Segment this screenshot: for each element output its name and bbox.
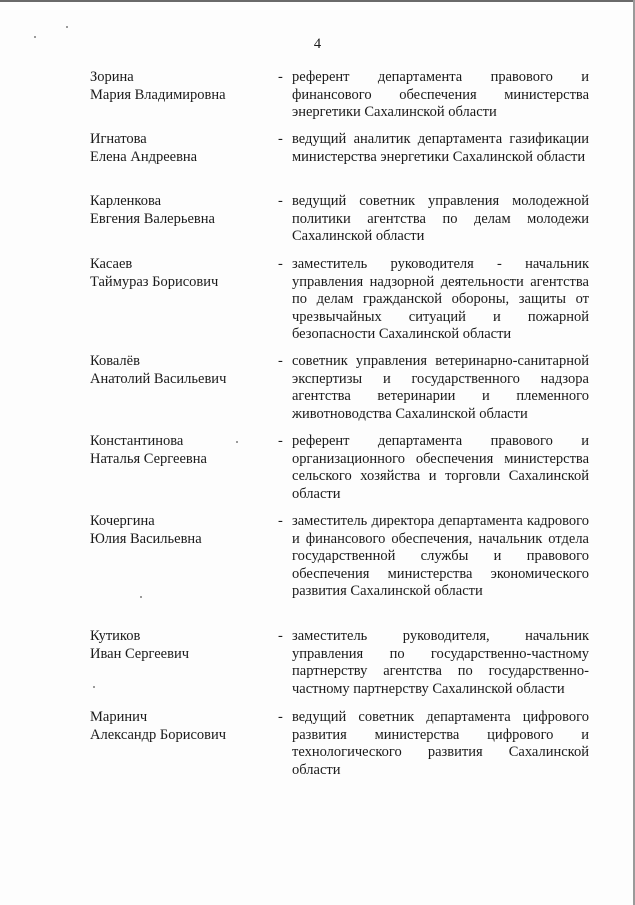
surname: Кутиков bbox=[90, 628, 141, 644]
surname: Кочергина bbox=[90, 513, 155, 529]
separator-dash: - bbox=[278, 353, 283, 369]
separator-dash: - bbox=[278, 628, 283, 644]
position-description: заместитель директора департамента кадрового и финансового обеспечения, начальник отдела государственной службы и правового обеспечения министерства экономического развития Сахалинской области bbox=[292, 513, 589, 600]
surname: Касаев bbox=[90, 256, 133, 272]
position-description: референт департамента правового и финансового обеспечения министерства энергетики Сахалинской области bbox=[292, 69, 589, 121]
separator-dash: - bbox=[278, 193, 283, 209]
person-name bbox=[90, 353, 265, 388]
scan-speck bbox=[66, 26, 68, 28]
page-number: 4 bbox=[313, 36, 322, 52]
position-description: ведущий советник управления молодежной политики агентства по делам молодежи Сахалинской области bbox=[292, 193, 589, 245]
given-names: Александр Борисович bbox=[90, 726, 227, 743]
separator-dash: - bbox=[278, 433, 283, 449]
position-description: ведущий аналитик департамента газификации министерства энергетики Сахалинской области bbox=[292, 131, 589, 165]
person-name bbox=[90, 256, 265, 291]
given-names: Евгения Валерьевна bbox=[90, 210, 215, 227]
person-name bbox=[90, 131, 265, 166]
given-names: Таймураз Борисович bbox=[90, 273, 219, 290]
position-description: заместитель руководителя - начальник управления надзорной деятельности агентства по делам гражданской обороны, защиты от чрезвычайных ситуаций и пожарной безопасности Сахалинской области bbox=[292, 256, 589, 343]
person-name bbox=[90, 628, 265, 663]
position-description: ведущий советник департамента цифрового развития министерства цифрового и технологического развития Сахалинской области bbox=[292, 709, 589, 778]
given-names: Наталья Сергеевна bbox=[90, 450, 207, 467]
position-description: советник управления ветеринарно-санитарной экспертизы и государственного надзора агентства ветеринарии и племенного животноводства Сахалинской области bbox=[292, 353, 589, 422]
surname: Зорина bbox=[90, 69, 134, 85]
given-names: Юлия Васильевна bbox=[90, 530, 202, 547]
surname: Игнатова bbox=[90, 131, 147, 147]
separator-dash: - bbox=[278, 256, 283, 272]
position-description: референт департамента правового и организационного обеспечения министерства сельского хозяйства и торговли Сахалинской области bbox=[292, 433, 589, 502]
surname: Ковалёв bbox=[90, 353, 140, 369]
surname: Константинова bbox=[90, 433, 184, 449]
scan-top-edge bbox=[0, 0, 635, 2]
separator-dash: - bbox=[278, 513, 283, 529]
person-name bbox=[90, 513, 265, 548]
separator-dash: - bbox=[278, 709, 283, 725]
person-name bbox=[90, 433, 265, 468]
separator-dash: - bbox=[278, 131, 283, 147]
given-names: Анатолий Васильевич bbox=[90, 370, 227, 387]
given-names: Иван Сергеевич bbox=[90, 645, 190, 662]
position-description: заместитель руководителя, начальник управления по государственно-частному партнерству агентства по государственно-частному партнерству Сахалинской области bbox=[292, 628, 589, 697]
separator-dash: - bbox=[278, 69, 283, 85]
person-name bbox=[90, 69, 265, 104]
scan-speck bbox=[93, 686, 95, 688]
person-name bbox=[90, 193, 265, 228]
given-names: Мария Владимировна bbox=[90, 86, 226, 103]
surname: Карленкова bbox=[90, 193, 162, 209]
person-name bbox=[90, 709, 265, 744]
scan-speck bbox=[140, 596, 142, 598]
given-names: Елена Андреевна bbox=[90, 148, 198, 165]
surname: Маринич bbox=[90, 709, 148, 725]
